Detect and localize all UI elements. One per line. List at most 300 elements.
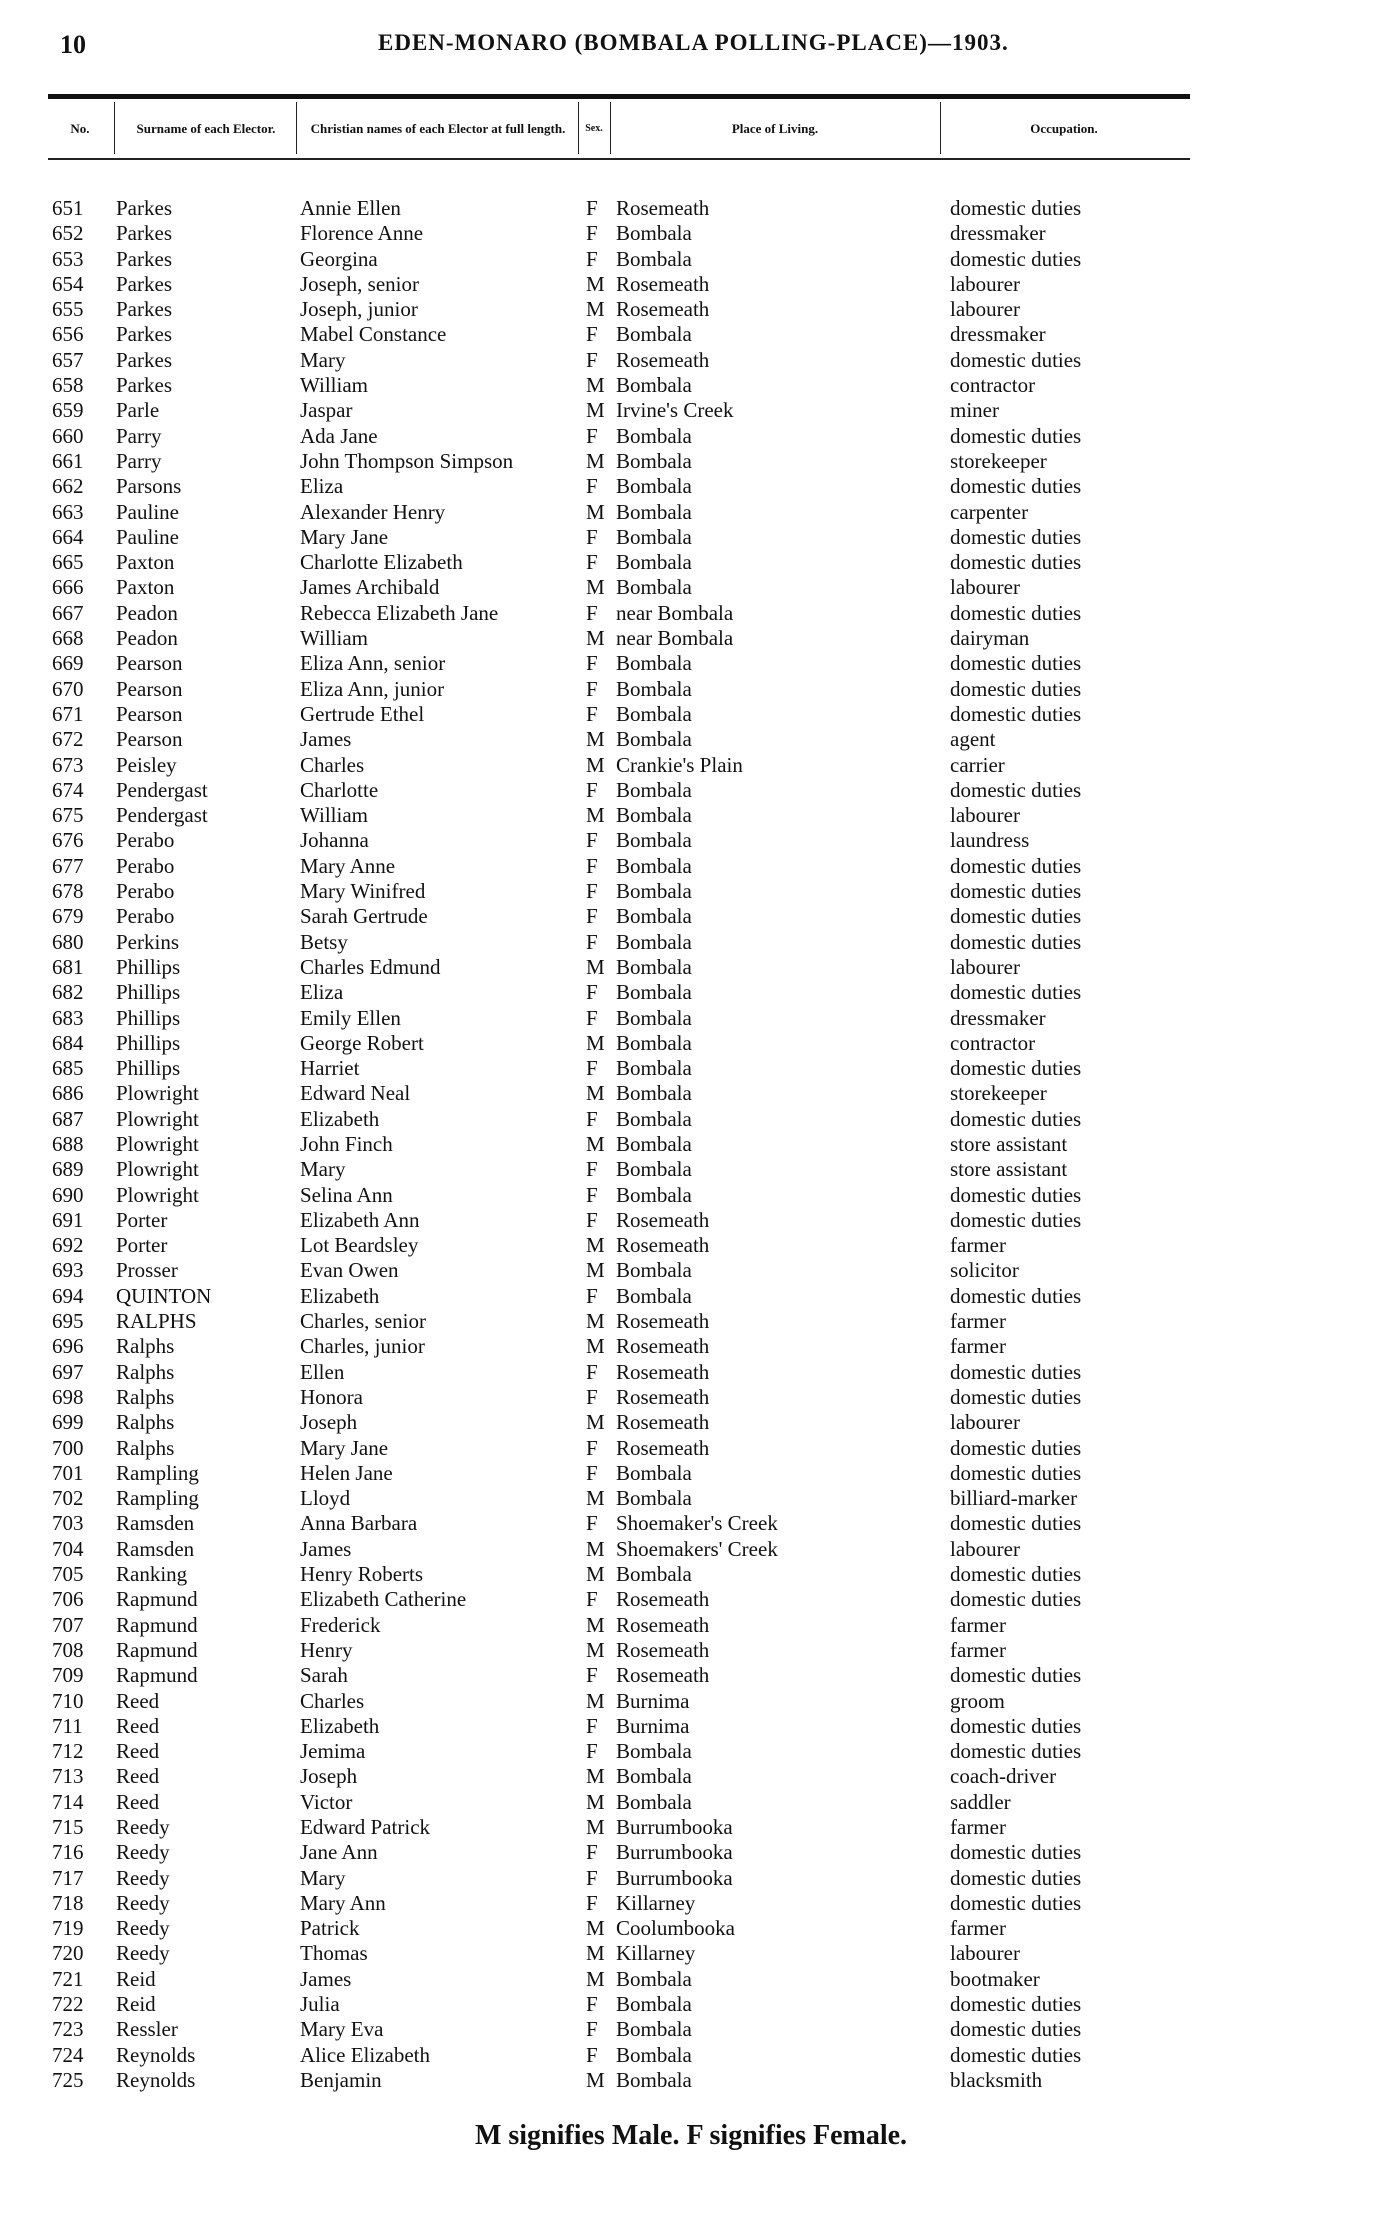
- elector-christian-names: Frederick: [300, 1612, 381, 1637]
- elector-christian-names: Eliza: [300, 980, 344, 1005]
- header-christian-names: Christian names of each Elector at full length.: [310, 120, 566, 136]
- page-header: [48, 30, 1302, 70]
- elector-christian-names: George Robert: [300, 1030, 424, 1055]
- header-rule-top: [48, 94, 1190, 99]
- table-row: [48, 1967, 1190, 1992]
- elector-surname: Reedy: [116, 1890, 170, 1915]
- elector-christian-names: Ellen: [300, 1359, 345, 1384]
- elector-christian-names: Jane Ann: [300, 1840, 378, 1865]
- elector-christian-names: Harriet: [300, 1056, 360, 1081]
- elector-occupation: domestic duties: [950, 929, 1082, 954]
- elector-number: 658: [52, 373, 84, 398]
- elector-surname: Phillips: [116, 1005, 181, 1030]
- elector-occupation: domestic duties: [950, 347, 1082, 372]
- elector-number: 665: [52, 550, 84, 575]
- table-row: [48, 1436, 1190, 1461]
- table-row: [48, 1992, 1190, 2017]
- elector-sex: M: [586, 1536, 605, 1561]
- elector-place: Bombala: [616, 1764, 692, 1789]
- elector-christian-names: Jemima: [300, 1739, 366, 1764]
- table-row: [48, 1334, 1190, 1359]
- table-row: [48, 550, 1190, 575]
- elector-occupation: labourer: [950, 1941, 1020, 1966]
- elector-number: 654: [52, 271, 84, 296]
- header-sex: Sex.: [585, 122, 603, 134]
- elector-surname: Rampling: [116, 1486, 199, 1511]
- elector-surname: Reid: [116, 1992, 156, 2017]
- elector-number: 672: [52, 727, 84, 752]
- elector-sex: F: [586, 1713, 598, 1738]
- elector-christian-names: Elizabeth: [300, 1713, 380, 1738]
- elector-sex: F: [586, 828, 598, 853]
- header-divider: [578, 102, 579, 154]
- table-row: [48, 398, 1190, 423]
- elector-number: 682: [52, 980, 84, 1005]
- elector-christian-names: Mary Ann: [300, 1890, 386, 1915]
- elector-occupation: labourer: [950, 954, 1020, 979]
- elector-christian-names: Elizabeth: [300, 1106, 380, 1131]
- elector-place: Bombala: [616, 474, 692, 499]
- elector-occupation: labourer: [950, 1536, 1020, 1561]
- elector-occupation: store assistant: [950, 1157, 1068, 1182]
- elector-occupation: bootmaker: [950, 1966, 1040, 1991]
- table-row: [48, 247, 1190, 272]
- elector-surname: Ramsden: [116, 1511, 195, 1536]
- table-row: [48, 1739, 1190, 1764]
- table-row: [48, 1258, 1190, 1283]
- elector-christian-names: Selina Ann: [300, 1182, 393, 1207]
- elector-number: 689: [52, 1157, 84, 1182]
- elector-sex: M: [586, 1486, 605, 1511]
- elector-surname: Parkes: [116, 221, 172, 246]
- table-row: [48, 626, 1190, 651]
- elector-surname: Plowright: [116, 1131, 199, 1156]
- elector-number: 652: [52, 221, 84, 246]
- elector-christian-names: Joseph, junior: [300, 297, 418, 322]
- elector-occupation: domestic duties: [950, 1511, 1082, 1536]
- elector-occupation: domestic duties: [950, 879, 1082, 904]
- elector-sex: F: [586, 904, 598, 929]
- table-row: [48, 753, 1190, 778]
- elector-place: Rosemeath: [616, 1309, 710, 1334]
- elector-place: Bombala: [616, 676, 692, 701]
- elector-sex: F: [586, 701, 598, 726]
- elector-christian-names: Mary Anne: [300, 853, 396, 878]
- elector-place: Burrumbooka: [616, 1865, 733, 1890]
- table-row: [48, 373, 1190, 398]
- elector-occupation: domestic duties: [950, 2042, 1082, 2067]
- table-row: [48, 1764, 1190, 1789]
- elector-sex: F: [586, 980, 598, 1005]
- elector-occupation: dressmaker: [950, 221, 1046, 246]
- elector-number: 705: [52, 1562, 84, 1587]
- elector-occupation: farmer: [950, 1233, 1006, 1258]
- elector-occupation: domestic duties: [950, 600, 1082, 625]
- elector-number: 719: [52, 1916, 84, 1941]
- elector-sex: M: [586, 1081, 605, 1106]
- elector-number: 710: [52, 1688, 84, 1713]
- elector-sex: F: [586, 524, 598, 549]
- elector-number: 660: [52, 423, 84, 448]
- elector-sex: M: [586, 1612, 605, 1637]
- elector-christian-names: Ada Jane: [300, 423, 378, 448]
- elector-christian-names: Charles: [300, 752, 365, 777]
- elector-christian-names: Annie Ellen: [300, 196, 401, 220]
- elector-number: 692: [52, 1233, 84, 1258]
- elector-number: 659: [52, 398, 84, 423]
- elector-number: 711: [52, 1713, 83, 1738]
- elector-place: Bombala: [616, 1131, 692, 1156]
- elector-surname: Reedy: [116, 1941, 170, 1966]
- elector-occupation: domestic duties: [950, 853, 1082, 878]
- header-rule-bottom: [48, 158, 1190, 160]
- elector-place: Bombala: [616, 1258, 692, 1283]
- table-row: [48, 1587, 1190, 1612]
- elector-surname: Parry: [116, 448, 162, 473]
- elector-christian-names: Georgina: [300, 246, 378, 271]
- header-place: Place of Living.: [731, 120, 819, 136]
- table-row: [48, 1511, 1190, 1536]
- elector-sex: M: [586, 1258, 605, 1283]
- elector-occupation: farmer: [950, 1612, 1006, 1637]
- elector-sex: M: [586, 1815, 605, 1839]
- elector-sex: M: [586, 1941, 605, 1966]
- table-row: [48, 474, 1190, 499]
- elector-place: Killarney: [616, 1890, 696, 1915]
- elector-place: Bombala: [616, 1739, 692, 1764]
- elector-number: 667: [52, 600, 84, 625]
- elector-number: 683: [52, 1005, 84, 1030]
- table-row: [48, 424, 1190, 449]
- elector-number: 671: [52, 701, 84, 726]
- elector-occupation: storekeeper: [950, 1081, 1047, 1106]
- header-occupation: Occupation.: [1030, 120, 1098, 136]
- elector-sex: F: [586, 474, 598, 499]
- elector-sex: F: [586, 1460, 598, 1485]
- elector-surname: Rapmund: [116, 1587, 198, 1612]
- elector-place: Bombala: [616, 1005, 692, 1030]
- elector-occupation: domestic duties: [950, 1359, 1082, 1384]
- elector-christian-names: Charles, junior: [300, 1334, 425, 1359]
- elector-occupation: domestic duties: [950, 1562, 1082, 1587]
- elector-christian-names: Mary Winifred: [300, 879, 426, 904]
- elector-surname: Parkes: [116, 322, 172, 347]
- elector-number: 725: [52, 2067, 84, 2092]
- elector-sex: F: [586, 1283, 598, 1308]
- elector-sex: F: [586, 1359, 598, 1384]
- elector-surname: Pearson: [116, 651, 183, 676]
- elector-surname: Reynolds: [116, 2067, 196, 2092]
- elector-occupation: billiard-marker: [950, 1486, 1078, 1511]
- elector-sex: M: [586, 297, 605, 322]
- elector-place: Bombala: [616, 1562, 692, 1587]
- elector-christian-names: Alexander Henry: [300, 499, 446, 524]
- elector-occupation: labourer: [950, 297, 1020, 322]
- elector-number: 703: [52, 1511, 84, 1536]
- elector-christian-names: Charles: [300, 1688, 365, 1713]
- elector-number: 714: [52, 1789, 84, 1814]
- elector-place: Rosemeath: [616, 1233, 710, 1258]
- elector-christian-names: John Thompson Simpson: [300, 448, 514, 473]
- elector-surname: Pearson: [116, 701, 183, 726]
- elector-place: Bombala: [616, 2042, 692, 2067]
- elector-occupation: labourer: [950, 575, 1020, 600]
- table-row: [48, 1537, 1190, 1562]
- elector-place: Bombala: [616, 423, 692, 448]
- elector-surname: Perabo: [116, 853, 175, 878]
- elector-place: Burnima: [616, 1688, 690, 1713]
- elector-sex: M: [586, 1688, 605, 1713]
- elector-sex: M: [586, 1916, 605, 1941]
- elector-place: Bombala: [616, 651, 692, 676]
- elector-occupation: contractor: [950, 373, 1036, 398]
- table-row: [48, 2017, 1190, 2042]
- table-row: [48, 955, 1190, 980]
- table-row: [48, 702, 1190, 727]
- elector-surname: Pauline: [116, 499, 179, 524]
- table-row: [48, 348, 1190, 373]
- elector-surname: Parkes: [116, 347, 172, 372]
- table-row: [48, 677, 1190, 702]
- elector-surname: QUINTON: [116, 1283, 212, 1308]
- elector-place: Bombala: [616, 373, 692, 398]
- elector-occupation: domestic duties: [950, 676, 1082, 701]
- elector-place: Bombala: [616, 1789, 692, 1814]
- elector-number: 698: [52, 1384, 84, 1409]
- table-row: [48, 1714, 1190, 1739]
- elector-surname: Reed: [116, 1739, 160, 1764]
- table-row: [48, 272, 1190, 297]
- elector-number: 696: [52, 1334, 84, 1359]
- elector-christian-names: Lot Beardsley: [300, 1233, 419, 1258]
- elector-christian-names: Eliza: [300, 474, 344, 499]
- elector-christian-names: William: [300, 626, 368, 651]
- elector-number: 661: [52, 448, 84, 473]
- elector-number: 717: [52, 1865, 84, 1890]
- elector-christian-names: Sarah Gertrude: [300, 904, 428, 929]
- elector-number: 669: [52, 651, 84, 676]
- elector-place: Bombala: [616, 777, 692, 802]
- table-row: [48, 1081, 1190, 1106]
- elector-place: Rosemeath: [616, 1587, 710, 1612]
- elector-place: Rosemeath: [616, 297, 710, 322]
- table-row: [48, 1613, 1190, 1638]
- elector-christian-names: Edward Patrick: [300, 1815, 431, 1839]
- elector-number: 722: [52, 1992, 84, 2017]
- table-row: [48, 575, 1190, 600]
- elector-occupation: dairyman: [950, 626, 1030, 651]
- table-row: [48, 1006, 1190, 1031]
- elector-number: 715: [52, 1815, 84, 1839]
- elector-number: 657: [52, 347, 84, 372]
- elector-place: Rosemeath: [616, 1359, 710, 1384]
- elector-place: Bombala: [616, 1056, 692, 1081]
- elector-christian-names: John Finch: [300, 1131, 393, 1156]
- elector-christian-names: James: [300, 727, 352, 752]
- elector-occupation: domestic duties: [950, 1840, 1082, 1865]
- elector-place: Shoemaker's Creek: [616, 1511, 778, 1536]
- elector-number: 712: [52, 1739, 84, 1764]
- elector-place: Killarney: [616, 1941, 696, 1966]
- footer-note: M signifies Male. F signifies Female.: [474, 2120, 908, 2151]
- elector-number: 680: [52, 929, 84, 954]
- elector-surname: Plowright: [116, 1081, 199, 1106]
- elector-sex: M: [586, 373, 605, 398]
- elector-sex: M: [586, 1789, 605, 1814]
- elector-place: Bombala: [616, 701, 692, 726]
- elector-sex: F: [586, 1840, 598, 1865]
- elector-place: Bombala: [616, 803, 692, 828]
- table-row: [48, 1689, 1190, 1714]
- elector-occupation: agent: [950, 727, 996, 752]
- elector-occupation: farmer: [950, 1916, 1006, 1941]
- elector-occupation: carpenter: [950, 499, 1029, 524]
- elector-occupation: labourer: [950, 1410, 1020, 1435]
- elector-surname: Parkes: [116, 271, 172, 296]
- elector-surname: Phillips: [116, 980, 181, 1005]
- elector-christian-names: Julia: [300, 1992, 340, 2017]
- elector-sex: M: [586, 1131, 605, 1156]
- elector-number: 724: [52, 2042, 84, 2067]
- elector-number: 687: [52, 1106, 84, 1131]
- table-row: [48, 1385, 1190, 1410]
- table-row: [48, 1183, 1190, 1208]
- elector-surname: Perabo: [116, 879, 175, 904]
- elector-place: Bombala: [616, 221, 692, 246]
- elector-number: 713: [52, 1764, 84, 1789]
- elector-number: 707: [52, 1612, 84, 1637]
- elector-surname: Ralphs: [116, 1435, 175, 1460]
- elector-surname: Phillips: [116, 1056, 181, 1081]
- elector-sex: F: [586, 853, 598, 878]
- elector-place: Bombala: [616, 1106, 692, 1131]
- elector-place: Bombala: [616, 1081, 692, 1106]
- elector-number: 668: [52, 626, 84, 651]
- elector-occupation: domestic duties: [950, 2017, 1082, 2042]
- table-row: [48, 778, 1190, 803]
- elector-christian-names: Johanna: [300, 828, 369, 853]
- elector-sex: M: [586, 1637, 605, 1662]
- table-row: [48, 1866, 1190, 1891]
- table-row: [48, 1309, 1190, 1334]
- elector-occupation: domestic duties: [950, 1865, 1082, 1890]
- table-row: [48, 1284, 1190, 1309]
- elector-number: 697: [52, 1359, 84, 1384]
- header-surname: Surname of each Elector.: [136, 120, 276, 136]
- elector-occupation: domestic duties: [950, 1182, 1082, 1207]
- elector-number: 666: [52, 575, 84, 600]
- elector-surname: Plowright: [116, 1182, 199, 1207]
- table-row: [48, 1790, 1190, 1815]
- elector-sex: F: [586, 1106, 598, 1131]
- elector-surname: Reid: [116, 1966, 156, 1991]
- elector-sex: F: [586, 221, 598, 246]
- elector-christian-names: Emily Ellen: [300, 1005, 401, 1030]
- elector-place: Bombala: [616, 1182, 692, 1207]
- elector-place: Bombala: [616, 1157, 692, 1182]
- elector-christian-names: Charlotte Elizabeth: [300, 550, 463, 575]
- elector-sex: F: [586, 1511, 598, 1536]
- elector-surname: Reed: [116, 1764, 160, 1789]
- elector-occupation: farmer: [950, 1334, 1006, 1359]
- elector-place: Bombala: [616, 828, 692, 853]
- elector-occupation: contractor: [950, 1030, 1036, 1055]
- column-headers: [48, 100, 1190, 156]
- elector-occupation: miner: [950, 398, 999, 423]
- table-row: [48, 1056, 1190, 1081]
- elector-occupation: storekeeper: [950, 448, 1047, 473]
- elector-number: 720: [52, 1941, 84, 1966]
- elector-occupation: dressmaker: [950, 1005, 1046, 1030]
- elector-place: Bombala: [616, 2067, 692, 2092]
- elector-sex: F: [586, 246, 598, 271]
- elector-number: 718: [52, 1890, 84, 1915]
- elector-surname: Reedy: [116, 1815, 170, 1839]
- elector-christian-names: Mary Eva: [300, 2017, 384, 2042]
- elector-list: [48, 196, 1190, 2093]
- elector-sex: F: [586, 777, 598, 802]
- elector-surname: Ramsden: [116, 1536, 195, 1561]
- elector-surname: Reed: [116, 1713, 160, 1738]
- elector-number: 677: [52, 853, 84, 878]
- elector-sex: M: [586, 626, 605, 651]
- elector-number: 702: [52, 1486, 84, 1511]
- elector-occupation: domestic duties: [950, 1106, 1082, 1131]
- elector-surname: Paxton: [116, 575, 175, 600]
- elector-christian-names: Elizabeth: [300, 1283, 380, 1308]
- header-divider: [296, 102, 297, 154]
- elector-sex: F: [586, 347, 598, 372]
- table-row: [48, 196, 1190, 221]
- elector-place: Burrumbooka: [616, 1840, 733, 1865]
- elector-number: 700: [52, 1435, 84, 1460]
- elector-occupation: carrier: [950, 752, 1005, 777]
- elector-occupation: labourer: [950, 271, 1020, 296]
- elector-christian-names: Sarah: [300, 1663, 348, 1688]
- elector-sex: F: [586, 196, 598, 220]
- elector-christian-names: Henry Roberts: [300, 1562, 424, 1587]
- elector-surname: Pendergast: [116, 803, 208, 828]
- elector-number: 706: [52, 1587, 84, 1612]
- elector-number: 662: [52, 474, 84, 499]
- elector-place: Bombala: [616, 1460, 692, 1485]
- elector-occupation: domestic duties: [950, 1713, 1082, 1738]
- elector-number: 678: [52, 879, 84, 904]
- elector-surname: Rapmund: [116, 1612, 198, 1637]
- elector-surname: Ralphs: [116, 1410, 175, 1435]
- elector-occupation: blacksmith: [950, 2067, 1043, 2092]
- elector-occupation: store assistant: [950, 1131, 1068, 1156]
- elector-christian-names: Betsy: [300, 929, 348, 954]
- table-row: [48, 1840, 1190, 1865]
- elector-surname: RALPHS: [116, 1309, 197, 1334]
- elector-surname: Pearson: [116, 727, 183, 752]
- elector-number: 656: [52, 322, 84, 347]
- table-row: [48, 803, 1190, 828]
- elector-place: Bombala: [616, 954, 692, 979]
- elector-surname: Porter: [116, 1207, 168, 1232]
- elector-number: 681: [52, 954, 84, 979]
- elector-place: Bombala: [616, 524, 692, 549]
- elector-sex: M: [586, 1764, 605, 1789]
- elector-sex: F: [586, 2042, 598, 2067]
- elector-christian-names: Helen Jane: [300, 1460, 393, 1485]
- elector-surname: Prosser: [116, 1258, 178, 1283]
- table-row: [48, 1132, 1190, 1157]
- elector-place: Bombala: [616, 853, 692, 878]
- elector-sex: M: [586, 1966, 605, 1991]
- elector-number: 721: [52, 1966, 84, 1991]
